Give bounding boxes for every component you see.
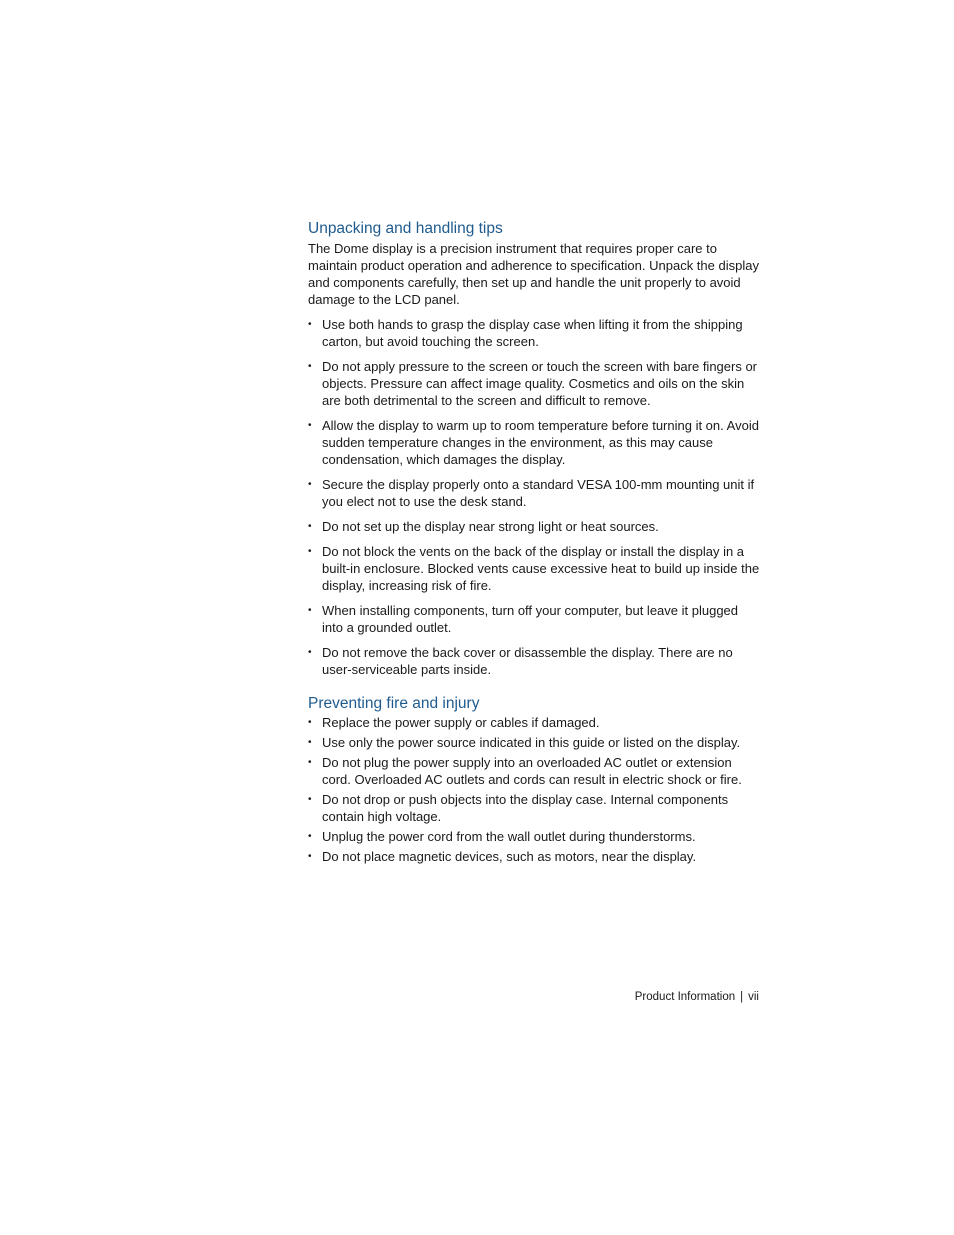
bullet-icon: • bbox=[308, 420, 312, 431]
unpacking-tips-list bbox=[308, 316, 760, 678]
section-heading-fire-injury: Preventing fire and injury bbox=[308, 695, 480, 712]
bullet-icon: • bbox=[308, 521, 312, 532]
page-content bbox=[308, 219, 760, 868]
list-item: • Do not place magnetic devices, such as motors, near the display. bbox=[308, 849, 697, 864]
list-item: • Replace the power supply or cables if damaged. bbox=[308, 715, 600, 730]
fire-injury-list bbox=[308, 714, 760, 865]
list-item: • When installing components, turn off your computer, but leave it plugged into a grounded outlet. bbox=[308, 603, 739, 635]
bullet-icon: • bbox=[308, 479, 312, 490]
list-item: • Use only the power source indicated in this guide or listed on the display. bbox=[308, 735, 741, 750]
list-item: • Do not drop or push objects into the display case. Internal components contain high voltage. bbox=[308, 792, 729, 824]
list-item: • Do not apply pressure to the screen or touch the screen with bare fingers or objects. Pressure can affect image quality. Cosmetics and oils on the skin are both detrimental to the screen and difficult to remove. bbox=[308, 359, 758, 408]
footer-label: Product Information bbox=[634, 991, 736, 1003]
list-item: • Use both hands to grasp the display case when lifting it from the shipping carton, but avoid touching the screen. bbox=[308, 317, 743, 349]
list-item: • Unplug the power cord from the wall outlet during thunderstorms. bbox=[308, 829, 696, 844]
section-heading-unpacking: Unpacking and handling tips bbox=[308, 220, 503, 237]
list-item: • Do not plug the power supply into an overloaded AC outlet or extension cord. Overloaded AC outlets and cords can result in electric shock or fire. bbox=[308, 755, 742, 787]
page-footer bbox=[560, 989, 759, 1005]
bullet-icon: • bbox=[308, 546, 312, 557]
footer-separator: | bbox=[740, 991, 744, 1003]
bullet-icon: • bbox=[308, 605, 312, 616]
bullet-icon: • bbox=[308, 361, 312, 372]
list-item: • Do not set up the display near strong light or heat sources. bbox=[308, 519, 659, 534]
bullet-icon: • bbox=[308, 319, 312, 330]
bullet-icon: • bbox=[308, 794, 312, 805]
bullet-icon: • bbox=[308, 717, 312, 728]
bullet-icon: • bbox=[308, 647, 312, 658]
bullet-icon: • bbox=[308, 737, 312, 748]
page-number: vii bbox=[748, 991, 759, 1003]
bullet-icon: • bbox=[308, 757, 312, 768]
list-item: • Secure the display properly onto a standard VESA 100-mm mounting unit if you elect not to use the desk stand. bbox=[308, 477, 755, 509]
bullet-icon: • bbox=[308, 851, 312, 862]
bullet-icon: • bbox=[308, 831, 312, 842]
list-item: • Do not remove the back cover or disassemble the display. There are no user-serviceable parts inside. bbox=[308, 645, 733, 677]
list-item: • Do not block the vents on the back of the display or install the display in a built-in enclosure. Blocked vents cause excessive heat to build up inside the display, increasing risk of fire. bbox=[308, 544, 760, 593]
list-item: • Allow the display to warm up to room temperature before turning it on. Avoid sudden temperature changes in the environment, as this may cause condensation, which damages the display. bbox=[308, 418, 759, 467]
intro-paragraph: The Dome display is a precision instrument that requires proper care to maintain product operation and adherence to specification. Unpack the display and components carefully, then set up and handle the unit properly to avoid damage to the LCD panel. bbox=[308, 241, 759, 307]
